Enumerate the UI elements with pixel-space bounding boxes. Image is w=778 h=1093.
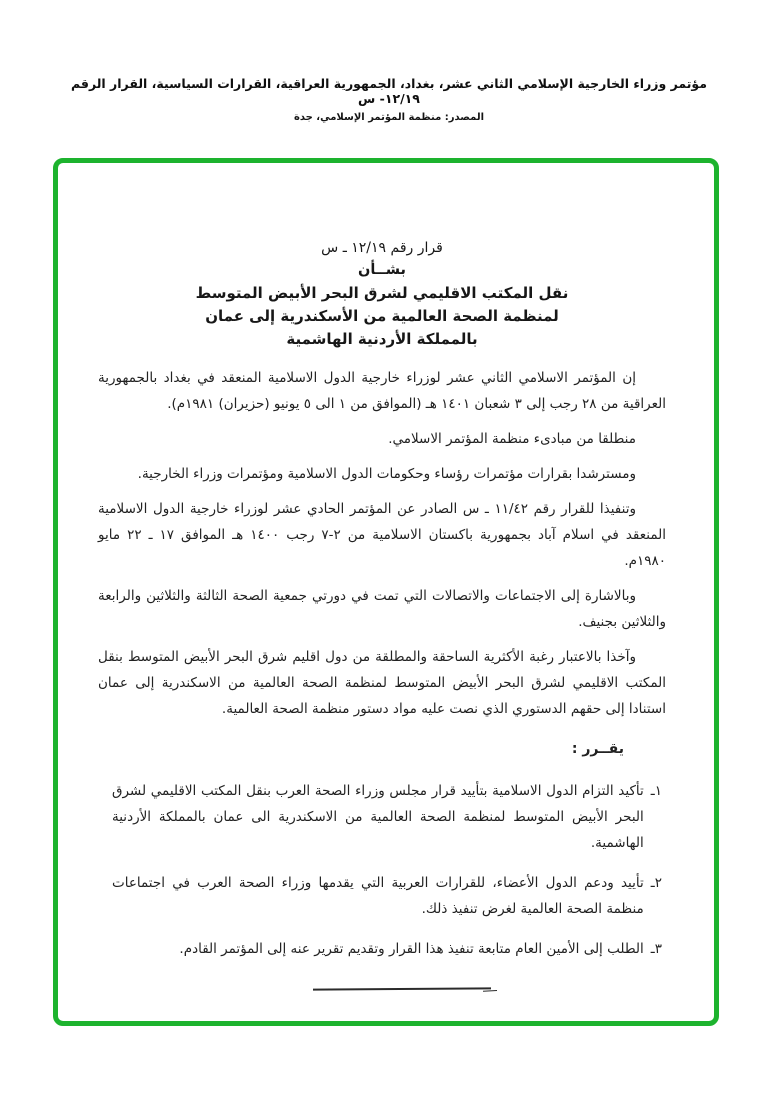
document-frame <box>53 158 719 1026</box>
preamble-paragraph: منطلقا من مبادىء منظمة المؤتمر الاسلامي. <box>388 431 636 447</box>
decision-item-number: ١ـ <box>650 783 662 799</box>
decision-item <box>112 778 662 856</box>
resolution-body <box>58 163 714 990</box>
preamble-paragraph: ومسترشدا بقرارات مؤتمرات رؤساء وحكومات الدول الاسلامية ومؤتمرات وزراء الخارجية. <box>137 466 636 482</box>
decision-item-text: تأييد ودعم الدول الأعضاء، للقرارات العربية التي يقدمها وزراء الصحة العرب في اجتماعات منظمة الصحة العالمية لغرض تنفيذ ذلك. <box>112 875 644 917</box>
preamble-paragraph: وبالاشارة إلى الاجتماعات والاتصالات التي تمت في دورتي جمعية الصحة الثالثة والثلاثين والرابعة والثلاثين بجنيف. <box>98 588 666 630</box>
decision-item <box>112 936 662 962</box>
resolution-title-block <box>98 237 666 351</box>
decision-item-text: الطلب إلى الأمين العام متابعة تنفيذ هذا القرار وتقديم تقرير عنه إلى المؤتمر القادم. <box>179 941 644 957</box>
resolution-regarding-line: بشــأن <box>358 262 406 278</box>
decision-item-number: ٣ـ <box>650 941 662 957</box>
resolution-number-line: قرار رقم ١٢/١٩ ـ س <box>321 240 443 256</box>
header-source: المصدر: منظمة المؤتمر الإسلامي، جدة <box>293 112 485 123</box>
decision-item <box>112 870 662 922</box>
preamble-paragraph: وتنفيذا للقرار رقم ١١/٤٢ ـ س الصادر عن المؤتمر الحادي عشر لوزراء خارجية الدول الاسلامية المنعقد في اسلام آباد بجمهورية باكستان الاسلامية من ٢-٧ رجب ١٤٠٠ هـ الموافق ١٧ ـ ٢٢ مايو ١٩٨٠م. <box>98 501 666 569</box>
preamble-paragraph: إن المؤتمر الاسلامي الثاني عشر لوزراء خارجية الدول الاسلامية المنعقد في بغداد بالجمهورية العراقية من ٢٨ رجب إلى ٣ شعبان ١٤٠١ هـ (الموافق من ١ الى ٥ يونيو (حزيران) ١٩٨١م). <box>98 370 666 412</box>
preamble-paragraph: وآخذا بالاعتبار رغبة الأكثرية الساحقة والمطلقة من دول اقليم شرق البحر الأبيض المتوسط بنقل المكتب الاقليمي لشرق البحر الأبيض المتوسط لمنظمة الصحة العالمية من الاسكندرية إلى عمان استنادا إلى حقهم الدستوري الذي نصت عليه مواد دستور منظمة الصحة العالمية. <box>98 649 666 717</box>
decision-item-number: ٢ـ <box>650 875 662 891</box>
resolution-title-line-3: بالمملكة الأردنية الهاشمية <box>286 330 478 348</box>
signature-line <box>313 987 491 990</box>
document-header <box>50 76 728 123</box>
decision-item-text: تأكيد التزام الدول الاسلامية بتأييد قرار مجلس وزراء الصحة العرب بنقل المكتب الاقليمي لشرق البحر الأبيض المتوسط لمنظمة الصحة العالمية من الاسكندرية الى عمان بالمملكة الأردنية الهاشمية. <box>112 783 644 851</box>
resolution-title-line-1: نقل المكتب الاقليمي لشرق البحر الأبيض المتوسط <box>195 284 569 302</box>
header-citation: مؤتمر وزراء الخارجية الإسلامي الثاني عشر، بغداد، الجمهورية العراقية، القرارات السياسية، القرار الرقم ١٢/١٩- س <box>70 76 708 106</box>
decides-label: يقــرر : <box>571 741 624 757</box>
resolution-title-line-2: لمنظمة الصحة العالمية من الأسكندرية إلى عمان <box>205 307 559 325</box>
